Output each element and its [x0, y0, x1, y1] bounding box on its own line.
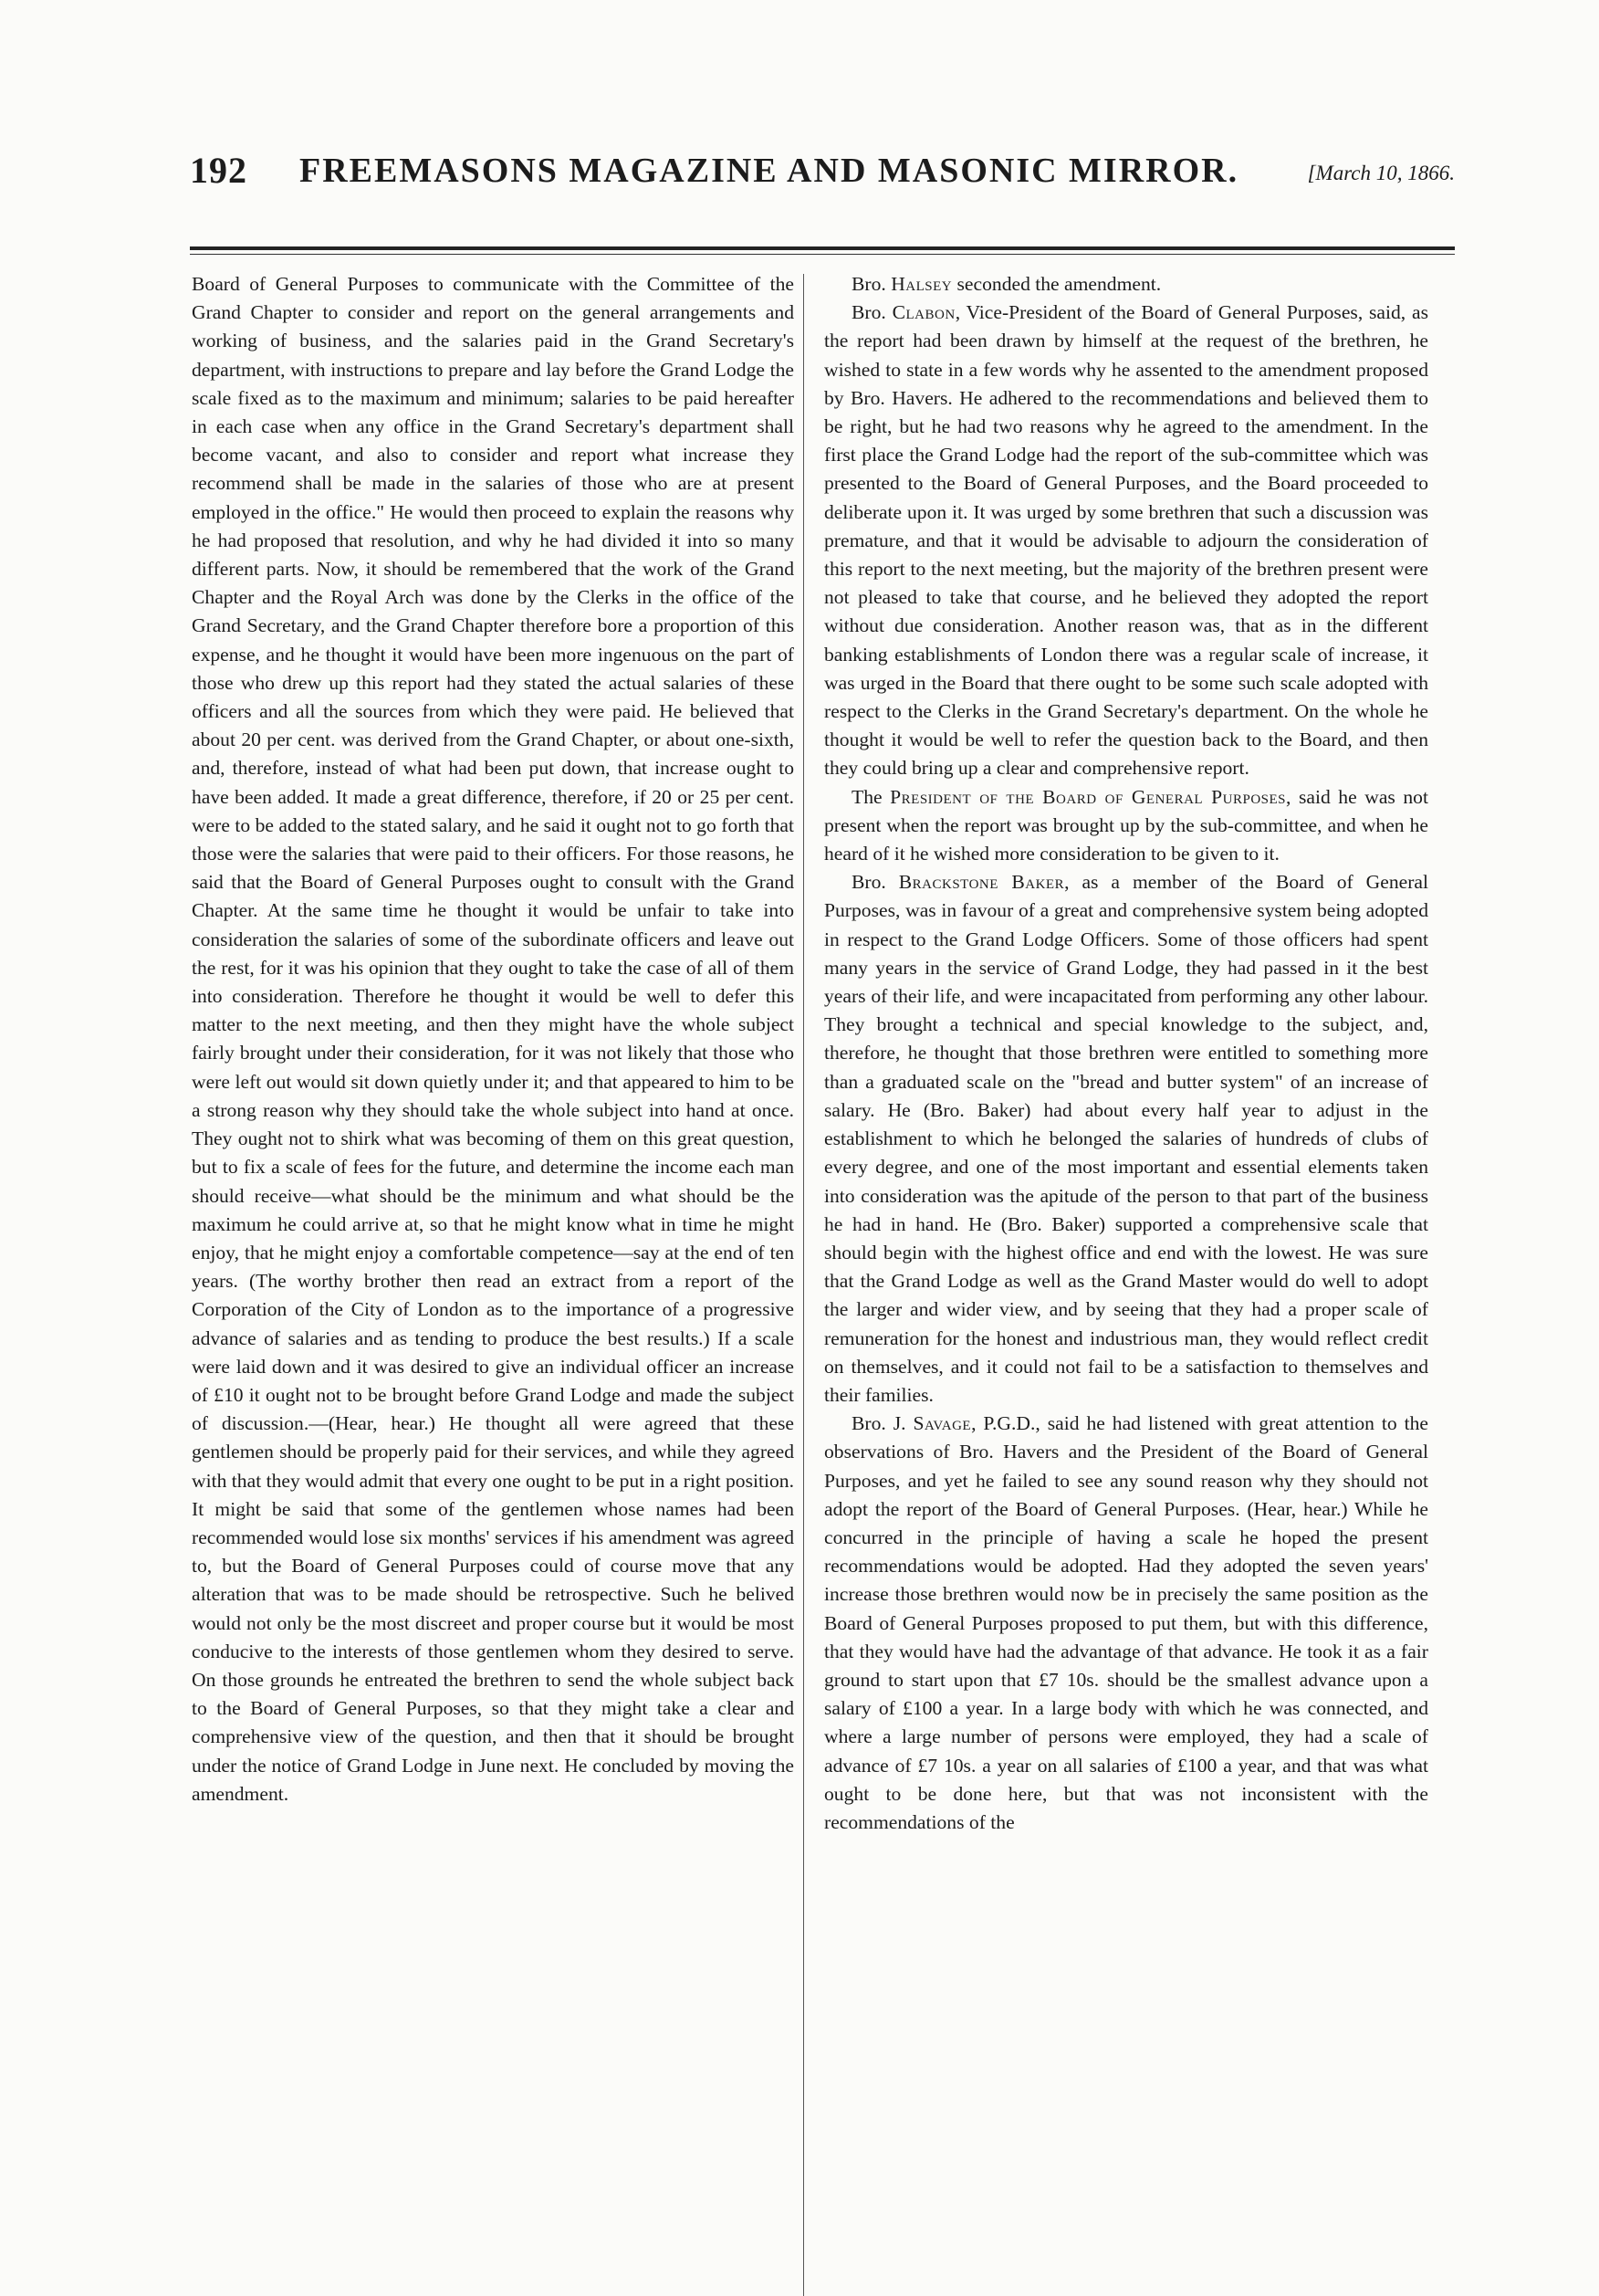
speaker-name: Clabon: [892, 301, 956, 324]
speaker-name: Savage: [913, 1412, 972, 1435]
paragraph-text: , Vice-President of the Board of General Purposes, said, as the report had been drawn by himself at the request of the brethren, he wished to state in a few words why he assented to the amendment proposed by Bro. Havers. He adhered to the recommendations and believed them to be right, but he had two reasons why he agreed to the amendment. In the first place the Grand Lodge had the report of the sub-committee which was presented to the Board of General Purposes, and the Board proceeded to deliberate upon it. It was urged by some brethren that such a discussion was premature, and that it would be advisable to adjourn the consideration of this report to the next meeting, but the majority of the brethren present were not pleased to take that course, and he believed they adopted the report without due consideration. Another reason was, that as in the different banking establishments of London there was a regular scale of increase, it was urged in the Board that there ought to be some such scale adopted with respect to the Clerks in the Grand Secretary's department. On the whole he thought it would be well to refer the question back to the Board, and then they could bring up a clear and comprehensive report.: [824, 301, 1429, 780]
paragraph-text: , P.G.D., said he had listened with great attention to the observations of Bro. Havers and the President of the Board of General Purposes, and yet he failed to see any sound reason why they should not adopt the report of the Board of General Purposes. (Hear, hear.) While he concurred in the principle of having a scale he hoped the present recommendations would be adopted. Had they adopted the seven years' increase those brethren would now be in precisely the same position as the Board of General Purposes proposed to put them, but with this difference, that they would have had the advantage of that advance. He took it as a fair ground to start upon that £7 10s. should be the smallest advance upon a salary of £100 a year. In a large body with which he was connected, and where a large number of persons were employed, they had a scale of advance of £7 10s. a year on all salaries of £100 a year, and that was what ought to be done here, but that was not inconsistent with the recommendations of the: [824, 1412, 1428, 1833]
bro-prefix: Bro.: [852, 301, 893, 324]
baker-paragraph: [824, 868, 1428, 1410]
masthead-title: FREEMASONS MAGAZINE AND MASONIC MIRROR.: [299, 152, 1239, 190]
bro-prefix: Bro.: [852, 273, 892, 295]
halsey-paragraph: [824, 270, 1428, 299]
savage-paragraph: [824, 1410, 1428, 1837]
paragraph-text: , as a member of the Board of General Purposes, was in favour of a great and comprehensive system being adopted in respect to the Grand Lodge Officers. Some of those officers had spent many years in the service of Grand Lodge, they had passed in it the best years of their life, and were incapacitated from performing any other labour. They brought a technical and special knowledge to the subject, and, therefore, he thought that those brethren were entitled to something more than a graduated scale on the "bread and butter system" of an increase of salary. He (Bro. Baker) had about every half year to adjust in the establishment to which he belonged the salaries of hundreds of clubs of every degree, and one of the most important and essential elements taken into consideration was the apitude of the person to that part of the business he had in hand. He (Bro. Baker) supported a comprehensive scale that should begin with the highest office and end with the lowest. He was sure that the Grand Lodge as well as the Grand Master would do well to adopt the larger and wider view, and by seeing that they had a proper scale of remuneration for the honest and industrious man, they would reflect credit on themselves, and it could not fail to be a satisfaction to themselves and their families.: [824, 871, 1429, 1406]
right-column: [824, 270, 1428, 1837]
column-divider: [803, 274, 804, 2296]
speaker-name: President of the Board of General Purposes: [890, 785, 1287, 808]
speaker-name: Halsey: [891, 273, 953, 295]
left-column: [192, 270, 794, 1808]
paragraph-prefix: The: [852, 785, 891, 808]
speaker-name: Brackstone Baker: [898, 871, 1065, 894]
left-paragraph: Board of General Purposes to communicate with the Committee of the Grand Chapter to consider and report on the general arrangements and working of business, and the salaries paid in the Grand Secretary's department, with instructions to prepare and lay before the Grand Lodge the scale fixed as to the maximum and minimum; salaries to be paid hereafter in each case when any office in the Grand Secretary's department shall become vacant, and also to consider and report what increase they recommend shall be made in the salaries of those who are at present employed in the office." He would then proceed to explain the reasons why he had proposed that resolution, and why he had divided it into so many different parts. Now, it should be remembered that the work of the Grand Chapter and the Royal Arch was done by the Clerks in the office of the Grand Secretary, and the Grand Chapter therefore bore a proportion of this expense, and he thought it would have been more ingenuous on the part of those who drew up this report had they stated the actual salaries of these officers and all the sources from which they were paid. He believed that about 20 per cent. was derived from the Grand Chapter, or about one-sixth, and, therefore, instead of what had been put down, that increase ought to have been added. It made a great difference, therefore, if 20 or 25 per cent. were to be added to the stated salary, and he said it ought not to go forth that those were the salaries that were paid to their officers. For those reasons, he said that the Board of General Purposes ought to consult with the Grand Chapter. At the same time he thought it would be unfair to take into consideration the salaries of some of the subordinate officers and leave out the rest, for it was his opinion that they ought to take the case of all of them into consideration. Therefore he thought it would be well to defer this matter to the next meeting, and then they might have the whole subject fairly brought under their consideration, for it was not likely that those who were left out would sit down quietly under it; and that appeared to him to be a strong reason why they should take the whole subject into hand at once. They ought not to shirk what was becoming of them on this great question, but to fix a scale of fees for the future, and determine the income each man should receive—what should be the minimum and what should be the maximum he could arrive at, so that he might know what in time he might enjoy, that he might enjoy a comfortable competence—say at the end of ten years. (The worthy brother then read an extract from a report of the Corporation of the City of London as to the importance of a progressive advance of salaries and as tending to produce the best results.) If a scale were laid down and it was desired to give an individual officer an increase of £10 it ought not to be brought before Grand Lodge and made the subject of discussion.—(Hear, hear.) He thought all were agreed that these gentlemen should be properly paid for their services, and while they agreed with that they would admit that every one ought to be put in a right position. It might be said that some of the gentlemen whose names had been recommended would lose six months' services if his amendment was agreed to, but the Board of General Purposes could of course move that any alteration that was to be made should be retrospective. Such he belived would not only be the most discreet and proper course but it would be most conducive to the interests of those gentlemen whom they desired to serve. On those grounds he entreated the brethren to send the whole subject back to the Board of General Purposes, so that they might take a clear and comprehensive view of the question, and then that it should be brought under the notice of Grand Lodge in June next. He concluded by moving the amendment.: [192, 273, 794, 1805]
president-paragraph: [824, 783, 1428, 869]
paragraph-text: seconded the amendment.: [952, 273, 1162, 295]
paragraph-text: , said he was not present when the report was brought up by the sub-committee, and when he heard of it he wished more consideration to be given to it.: [824, 785, 1428, 865]
header-rule-thin: [190, 254, 1455, 255]
issue-date: [March 10, 1866.: [1307, 162, 1455, 184]
page-header: [190, 149, 1455, 204]
bro-prefix: Bro. J.: [852, 1412, 914, 1435]
bro-prefix: Bro.: [852, 871, 899, 894]
header-rule-thick: [190, 246, 1455, 250]
page-number: 192: [190, 150, 247, 191]
clabon-paragraph: [824, 299, 1428, 782]
